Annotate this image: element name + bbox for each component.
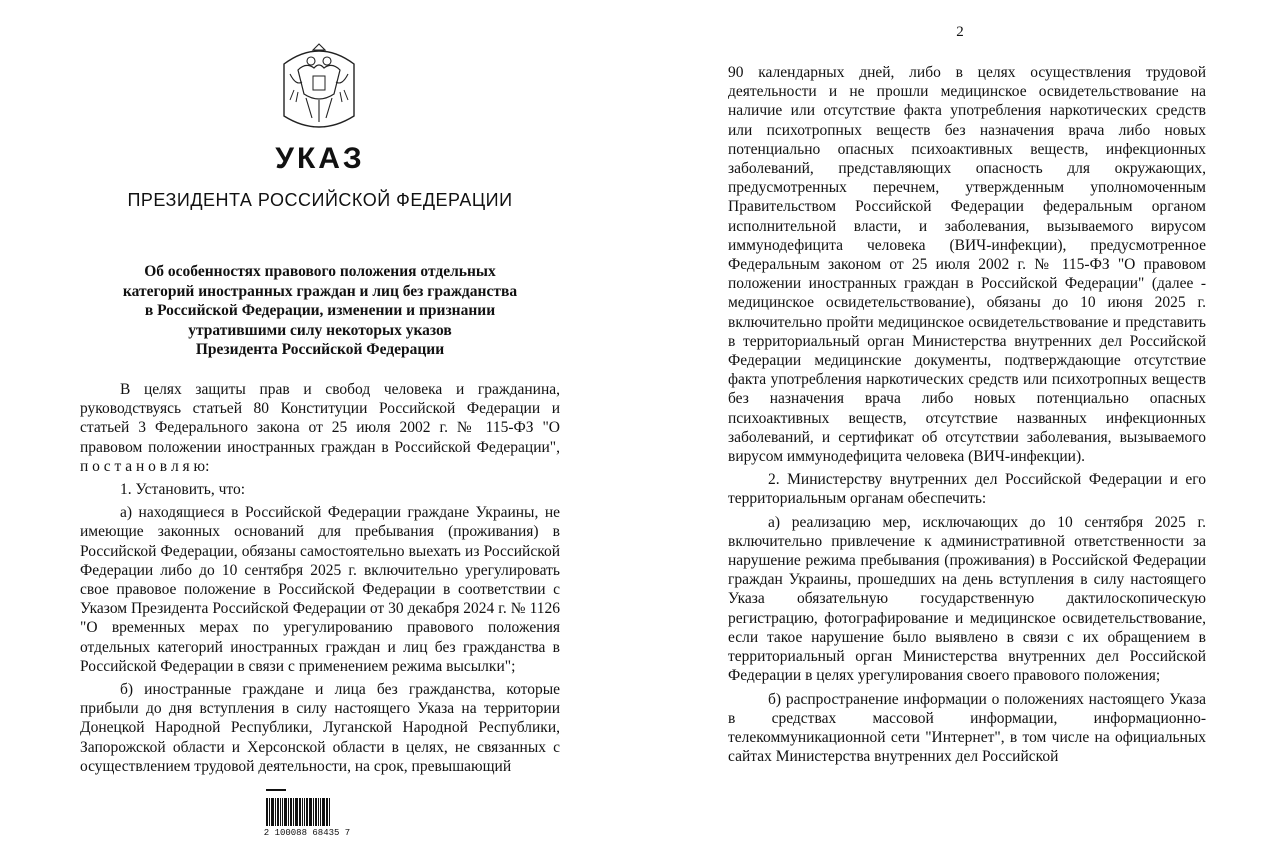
heading-line: в Российской Федерации, изменении и признании [144, 302, 496, 319]
heading-line: Президента Российской Федерации [195, 341, 445, 358]
barcode [262, 792, 352, 842]
page-number: 2 [956, 24, 964, 40]
right-page [640, 0, 1280, 853]
clause-2-paragraph: 2. Министерству внутренних дел Российской Федерации и его территориальным органам обеспечить: [728, 471, 1206, 508]
clause-1b-continuation: 90 календарных дней, либо в целях осуществления трудовой деятельности и не прошли медицинское освидетельствование на наличие или отсутствие факта употребления наркотических средств или психотропных веществ без назначения врача либо новых потенциально опасных психоактивных веществ, инфекционных заболеваний, представляющих опасность для окружающих, предусмотренных перечнем, утвержденным уполномоченным Правительством Российской Федерации федеральным органом исполнительной власти, и заболевания, вызываемого вирусом иммунодефицита человека (ВИЧ-инфекции), предусмотренное Федеральным законом от 25 июля 2002 г. № 115-ФЗ "О правовом положении иностранных граждан в Российской Федерации" (далее - медицинское освидетельствование), обязаны до 10 июня 2025 г. включительно пройти медицинское освидетельствование и представить в территориальный орган Министерства внутренних дел Российской Федерации медицинские документы, подтверждающие отсутствие факта употребления наркотических средств или психотропных веществ без назначения врача либо новых потенциально опасных психоактивных веществ, отсутствие названных инфекционных заболеваний, и сертификат об отсутствии заболевания, вызываемого вирусом иммунодефицита человека (ВИЧ-инфекции). [728, 64, 1206, 466]
heading-line: утратившими силу некоторых указов [188, 321, 452, 339]
decree-title: УКАЗ [275, 142, 365, 175]
heading-line: категорий иностранных граждан и лиц без гражданства [122, 282, 518, 300]
heading-line: Об особенностях правового положения отдельных [144, 263, 496, 280]
barcode-bars [266, 798, 346, 826]
clause-1a-paragraph: а) находящиеся в Российской Федерации граждане Украины, не имеющие законных оснований для пребывания (проживания) в Российской Федерации, обязаны самостоятельно выехать из Российской Федерации либо до 10 сентября 2025 г. включительно урегулировать свое правовое положение в Российской Федерации в соответствии с Указом Президента Российской Федерации от 30 декабря 2024 г. № 1126 "О временных мерах по урегулированию правового положения отдельных категорий иностранных граждан и лиц без гражданства в Российской Федерации в связи с применением режима высылки"; [80, 504, 560, 675]
decree-heading [120, 262, 520, 360]
clause-1-paragraph: 1. Установить, что: [120, 481, 246, 499]
right-page-body [728, 63, 1206, 770]
decree-subtitle: ПРЕЗИДЕНТА РОССИЙСКОЙ ФЕДЕРАЦИИ [127, 190, 513, 210]
preamble-paragraph: В целях защиты прав и свобод человека и гражданина, руководствуясь статьей 80 Конституции Российской Федерации и статьей 3 Федерального закона от 25 июля 2002 г. № 115-ФЗ "О правовом положении иностранных граждан в Российской Федерации", п о с т а н о в л я ю: [80, 381, 560, 475]
barcode-top-mark [266, 789, 286, 797]
left-page-body [80, 380, 560, 780]
clause-2a-paragraph: а) реализацию мер, исключающих до 10 сентября 2025 г. включительно привлечение к административной ответственности за нарушение режима пребывания (проживания) в Российской Федерации граждан Украины, прошедших на день вступления в силу настоящего Указа обязательную государственную дактилоскопическую регистрацию, фотографирование и медицинское освидетельствование, если такое нарушение было выявлено в связи с их обращением в территориальный орган Министерства внутренних дел Российской Федерации в целях урегулирования своего правового положения; [728, 513, 1206, 685]
clause-1b-paragraph: б) иностранные граждане и лица без гражданства, которые прибыли до дня вступления в силу настоящего Указа на территории Донецкой Народной Республики, Луганской Народной Республики, Запорожской области и Херсонской области в целях, не связанных с осуществлением трудовой деятельности, на срок, превышающий [80, 681, 560, 775]
clause-2b-paragraph: б) распространение информации о положениях настоящего Указа в средствах массовой информации, информационно-телекоммуникационной сети "Интернет", в том числе на официальных сайтах Министерства внутренних дел Российской [728, 690, 1206, 766]
barcode-number: 2 100088 68435 7 [263, 828, 351, 838]
coat-of-arms-emblem-icon [276, 34, 362, 144]
